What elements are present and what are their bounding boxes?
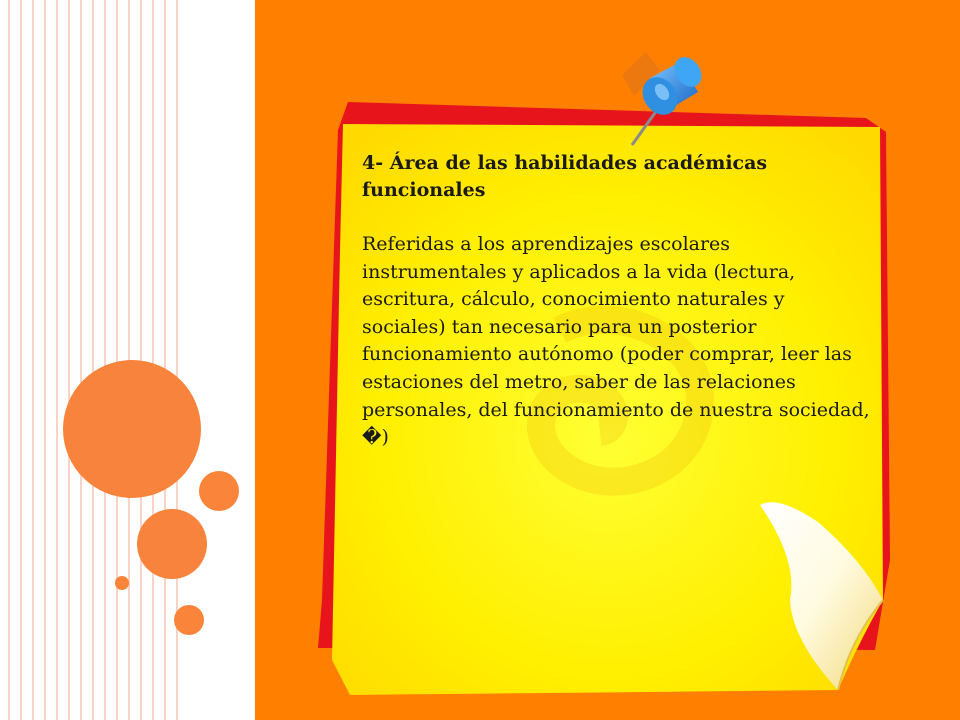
body-text: Referidas a los aprendizajes escolares instrumentales y aplicados a la vida (lectura, escritura, cálculo, conocimiento naturales y sociales) tan necesario para un posterior funcionamiento autónomo (poder comprar, leer las estaciones del metro, saber de las relaciones personales, del funcionamiento de nuestra sociedad, �)	[362, 233, 870, 449]
note-content	[362, 150, 872, 452]
page-title: 4- Área de las habilidades académicas funcionales	[362, 152, 768, 201]
